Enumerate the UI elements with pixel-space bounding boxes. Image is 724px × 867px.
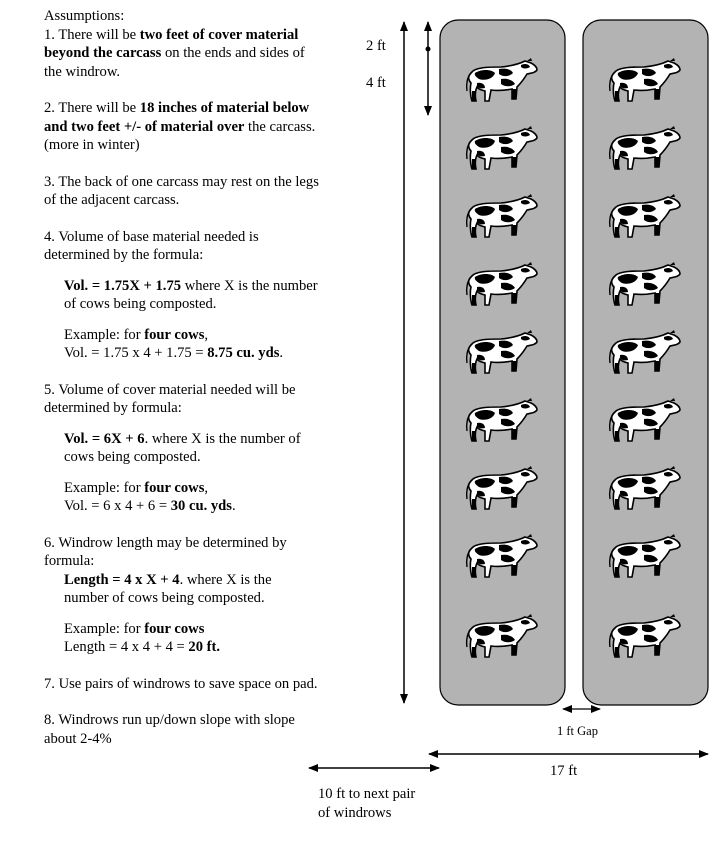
next-pair-label-line2: of windrows [318, 805, 392, 821]
assumptions-panel [44, 7, 319, 748]
a5-calc-pre: Vol. = 6 x 4 + 6 = [64, 498, 171, 514]
a5-calc-bold: 30 cu. yds [170, 498, 232, 514]
a4-formula-bold: Vol. = 1.75X + 1.75 [64, 277, 182, 294]
next-pair-label [318, 785, 415, 823]
a2-pre: 2. There will be [44, 100, 140, 116]
a5-example-pre: Example: for [64, 479, 145, 496]
assumption-4: 4. Volume of base material needed is determined by the formula: [44, 228, 259, 263]
a4-calc-bold: 8.75 cu. yds [207, 345, 280, 361]
assumption-1 [44, 26, 319, 82]
a5-calc-post: . [231, 498, 236, 514]
a4-formula-rest: where X is the number of cows being composted. [64, 277, 318, 312]
a4-example-bold: four cows [144, 326, 205, 343]
dim-2ft-label: 2 ft [366, 38, 386, 54]
assumption-6: 6. Windrow length may be determined by formula: [44, 534, 287, 569]
a5-formula-bold: Vol. = 6X + 6 [64, 430, 145, 447]
a4-calc-post: . [279, 345, 284, 361]
a2-bold: 18 inches of material below and two feet +/- of material over [44, 100, 310, 135]
a4-example-pre: Example: for [64, 326, 145, 343]
a1-pre: 1. There will be [44, 26, 140, 43]
a4-example [44, 326, 319, 363]
a1-post: on the ends and sides of the windrow. [44, 45, 305, 80]
assumption-7: 7. Use pairs of windrows to save space on pad. [44, 675, 318, 692]
a6-formula-rest: . where X is the number of cows being composted. [64, 571, 272, 606]
a5-formula-rest: . where X is the number of cows being composted. [64, 430, 301, 465]
assumptions-heading: Assumptions: [44, 8, 125, 24]
a6-example-pre: Example: for [64, 620, 145, 637]
a5-example-comma: , [204, 479, 209, 496]
a5-formula [44, 430, 319, 467]
dim-4ft-label: 4 ft [366, 75, 386, 91]
a4-calc-pre: Vol. = 1.75 x 4 + 1.75 = [64, 345, 208, 361]
assumption-3: 3. The back of one carcass may rest on the legs of the adjacent carcass. [44, 173, 319, 208]
a6-example-bold: four cows [144, 620, 205, 637]
a4-example-comma: , [204, 326, 209, 343]
a5-example-bold: four cows [144, 479, 205, 496]
width-label: 17 ft [550, 763, 578, 779]
gap-label: 1 ft Gap [557, 724, 598, 738]
a6-example [44, 620, 319, 657]
next-pair-label-line1: 10 ft to next pair [318, 786, 416, 802]
a5-example [44, 479, 319, 516]
a6-calc-pre: Length = 4 x 4 + 4 = [64, 639, 189, 655]
a6-formula-bold: Length = 4 x X + 4 [64, 571, 180, 588]
a2-post: the carcass. (more in winter) [44, 118, 316, 153]
assumption-2 [44, 99, 319, 155]
assumption-5: 5. Volume of cover material needed will be determined by formula: [44, 381, 296, 416]
a6-formula [44, 571, 319, 608]
a4-formula [44, 277, 319, 314]
a1-bold: two feet of cover material beyond the carcass [44, 26, 299, 61]
assumption-8: 8. Windrows run up/down slope with slope about 2-4% [44, 712, 295, 747]
a6-calc-bold: 20 ft. [188, 639, 221, 655]
